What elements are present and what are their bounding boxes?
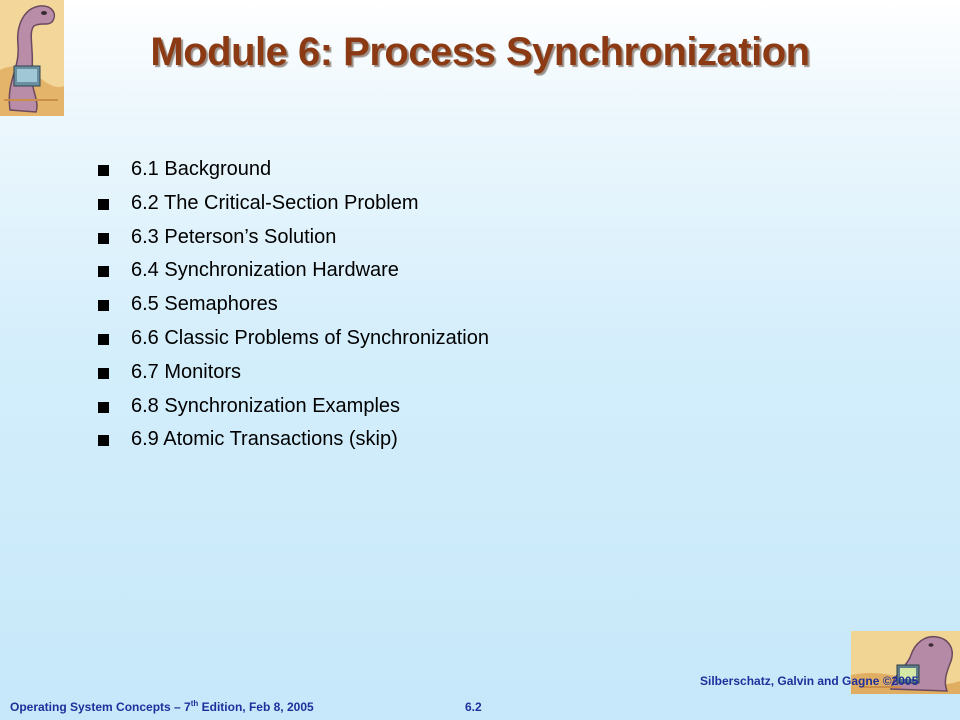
square-bullet-icon	[98, 368, 109, 379]
square-bullet-icon	[98, 233, 109, 244]
footer-page-number: 6.2	[465, 700, 482, 714]
topic-item-label: 6.9 Atomic Transactions (skip)	[131, 428, 398, 451]
topic-item-label: 6.2 The Critical-Section Problem	[131, 191, 419, 214]
footer-authors: Silberschatz, Galvin and Gagne ©2005	[700, 674, 919, 688]
footer-book-edition: Operating System Concepts – 7th Edition, Feb 8, 2005	[10, 699, 314, 714]
square-bullet-icon	[98, 402, 109, 413]
topic-item-label: 6.7 Monitors	[131, 360, 242, 383]
square-bullet-icon	[98, 334, 109, 345]
topic-item-label: 6.8 Synchronization Examples	[131, 394, 401, 417]
topic-item-label: 6.5 Semaphores	[131, 293, 278, 316]
square-bullet-icon	[98, 266, 109, 277]
square-bullet-icon	[98, 300, 109, 311]
topic-item-label: 6.3 Peterson’s Solution	[131, 225, 337, 248]
topic-item-label: 6.4 Synchronization Hardware	[131, 259, 399, 282]
topic-item-label: 6.6 Classic Problems of Synchronization	[131, 326, 489, 349]
square-bullet-icon	[98, 435, 109, 446]
square-bullet-icon	[98, 165, 109, 176]
square-bullet-icon	[98, 199, 109, 210]
topic-item-label: 6.1 Background	[131, 158, 272, 180]
slide-title: Module 6: Process Synchronization	[150, 30, 810, 74]
